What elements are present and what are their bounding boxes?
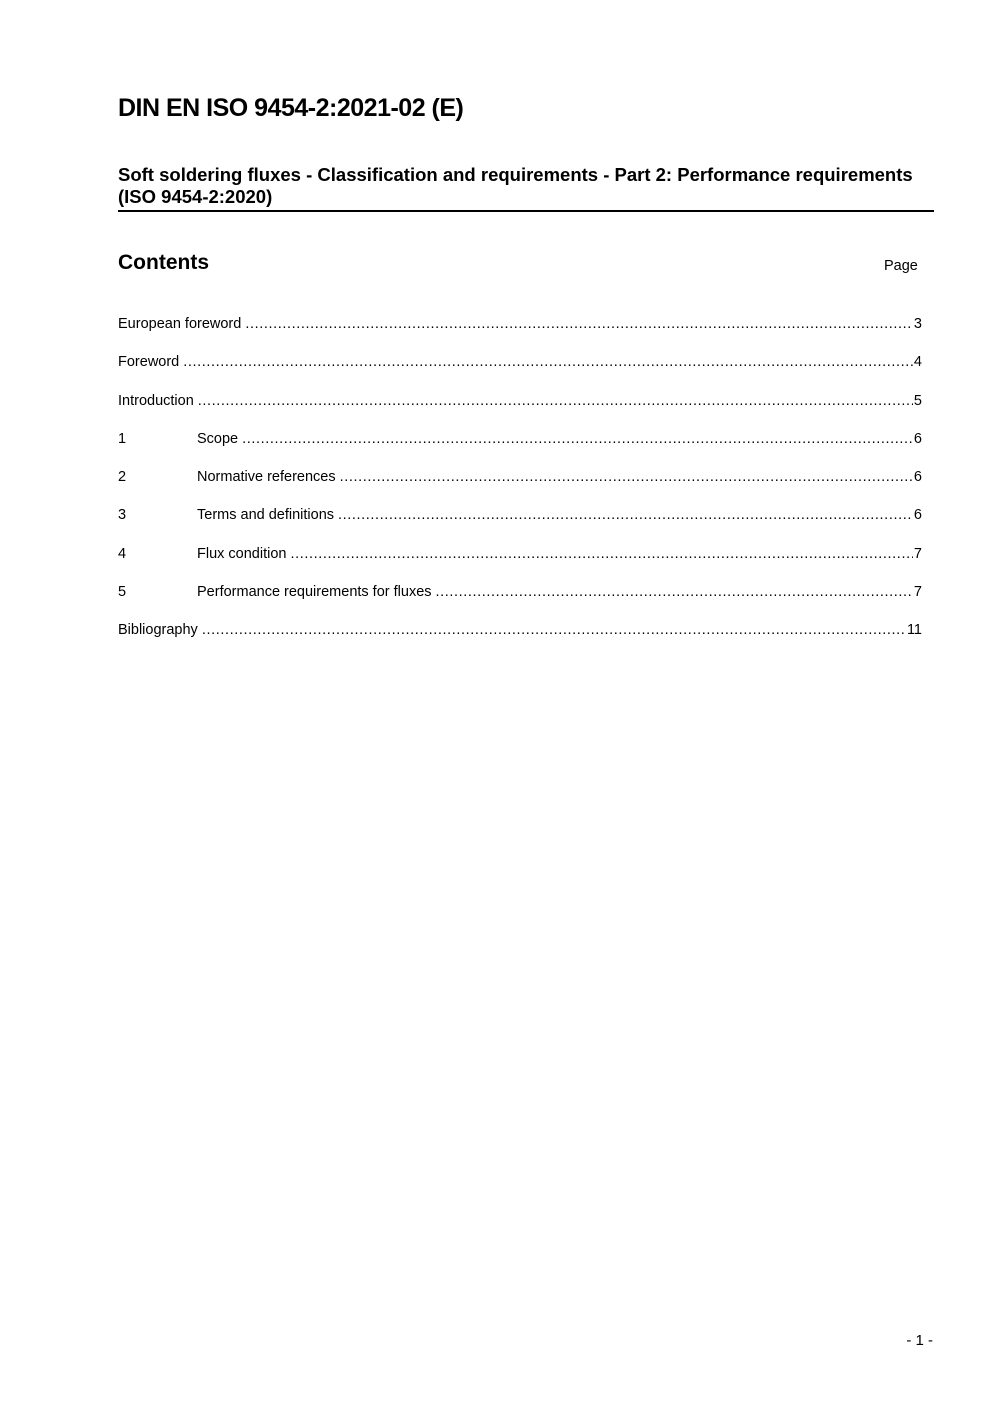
table-of-contents [118, 316, 922, 661]
toc-entry-page: 6 [913, 430, 922, 447]
toc-entry-page: 11 [906, 622, 922, 639]
toc-dot-leader [290, 546, 912, 562]
toc-dot-leader [436, 584, 913, 600]
toc-entry-number: 3 [118, 507, 127, 524]
toc-dot-leader [183, 354, 913, 370]
toc-dot-leader [245, 316, 913, 332]
toc-entry-label: Performance requirements for fluxes [197, 584, 432, 601]
toc-dot-leader [198, 393, 913, 409]
toc-entry[interactable] [118, 393, 922, 431]
toc-entry[interactable] [118, 622, 922, 660]
toc-entry[interactable] [118, 316, 922, 354]
toc-entry-label: European foreword [118, 316, 242, 332]
toc-entry-number: 1 [118, 430, 127, 447]
toc-entry-page: 6 [913, 507, 922, 524]
toc-entry[interactable] [118, 546, 922, 584]
toc-entry-page: 5 [913, 392, 922, 409]
document-title: Soft soldering fluxes - Classification and requirements - Part 2: Performance requirements (ISO 9454-2:2020) [118, 164, 913, 207]
toc-entry-page: 6 [913, 469, 922, 486]
toc-entry-label: Foreword [118, 354, 180, 371]
document-identifier: DIN EN ISO 9454-2:2021-02 (E) [118, 94, 464, 122]
toc-entry-label: Scope [197, 430, 239, 447]
toc-entry[interactable] [118, 431, 922, 469]
toc-dot-leader [242, 431, 913, 447]
page-number: - 1 - [906, 1332, 933, 1349]
toc-entry-page: 3 [913, 316, 922, 332]
toc-entry[interactable] [118, 469, 922, 507]
toc-dot-leader [340, 469, 913, 485]
toc-entry[interactable] [118, 584, 922, 622]
toc-entry-label: Normative references [197, 469, 336, 486]
toc-entry-label: Bibliography [118, 622, 198, 639]
title-divider [118, 210, 934, 212]
toc-entry-label: Terms and definitions [197, 507, 335, 524]
toc-entry-label: Introduction [118, 392, 194, 409]
toc-entry-page: 7 [913, 545, 922, 562]
toc-entry-number: 5 [118, 584, 127, 601]
toc-entry[interactable] [118, 354, 922, 392]
toc-entry-page: 7 [913, 584, 922, 601]
toc-entry-number: 4 [118, 545, 127, 562]
toc-entry-page: 4 [913, 354, 922, 371]
toc-dot-leader [202, 622, 906, 638]
toc-entry-number: 2 [118, 469, 127, 486]
contents-heading: Contents [118, 251, 209, 274]
toc-entry-label: Flux condition [197, 545, 287, 562]
page-column-label: Page [884, 258, 918, 274]
toc-dot-leader [338, 507, 913, 523]
toc-entry[interactable] [118, 507, 922, 545]
